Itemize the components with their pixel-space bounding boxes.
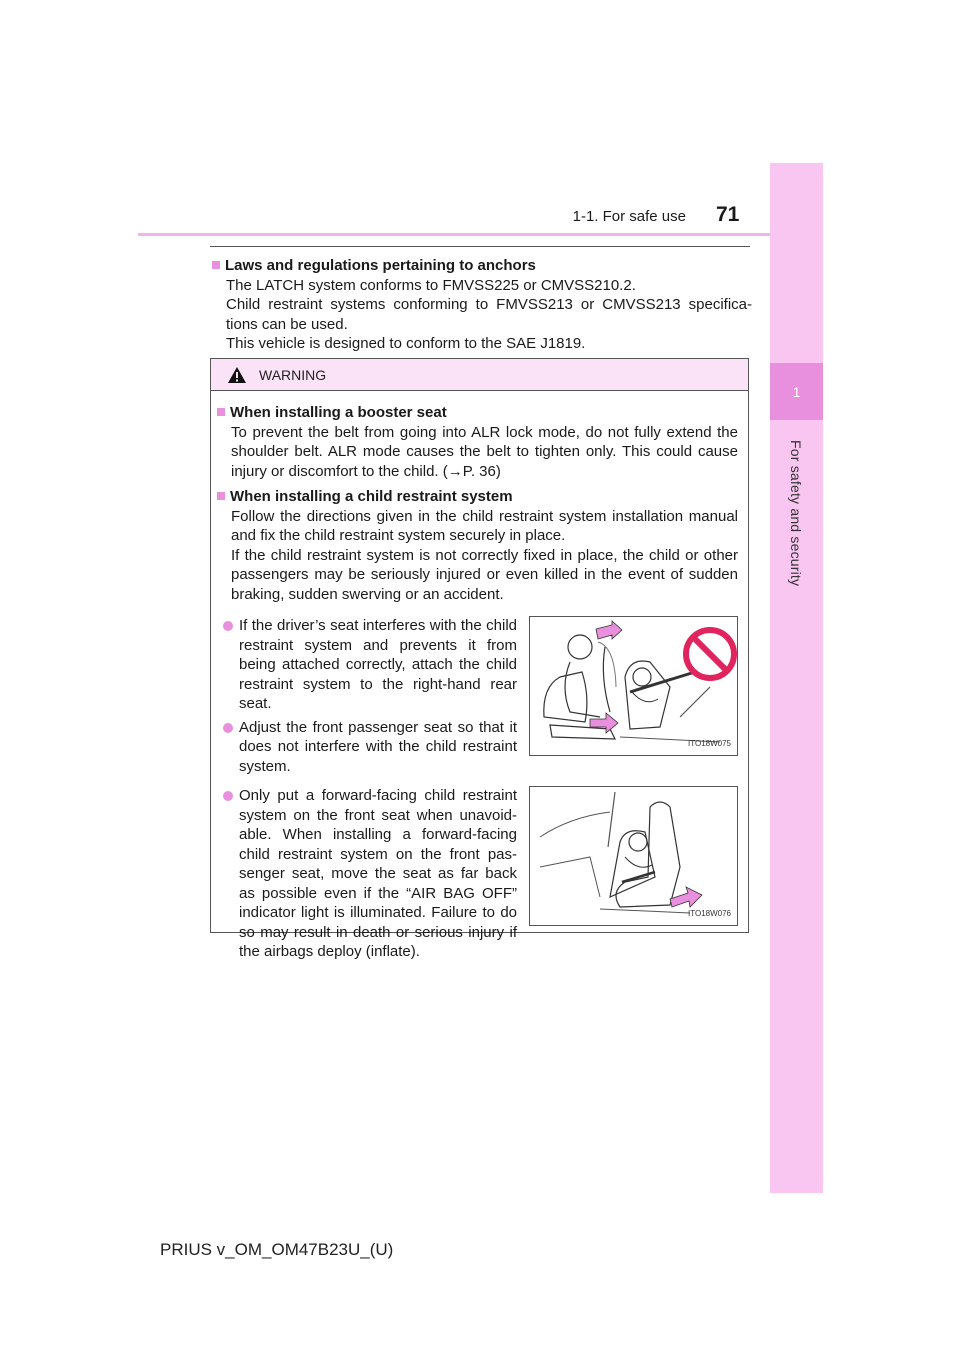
illustrated-row-2 xyxy=(217,786,738,966)
booster-heading xyxy=(217,403,738,423)
booster-heading-text: When installing a booster seat xyxy=(230,404,447,421)
circle-bullet-icon xyxy=(223,723,233,733)
bullet-text: Adjust the front passenger seat so that it does not interfere with the child restraint system. xyxy=(239,718,517,775)
warning-header xyxy=(211,359,748,391)
circle-bullet-icon xyxy=(223,621,233,631)
bullet-text: Only put a forward-facing child restraint system on the front seat when unavoid-able. When installing a forward-facing child restraint system on the front pas-senger seat, move the seat as far back as possible even if the “AIR BAG OFF” indicator light is illuminated. Failure to do so may result in death or serious injury if the airbags deploy (inflate). xyxy=(239,787,517,960)
list-item xyxy=(223,616,517,714)
circle-bullet-icon xyxy=(223,791,233,801)
section-divider xyxy=(210,246,750,247)
square-bullet-icon xyxy=(212,261,220,269)
chapter-side-tab xyxy=(770,163,823,1193)
list-item xyxy=(223,718,517,777)
figure-forward-facing-seat xyxy=(529,786,738,926)
square-bullet-icon xyxy=(217,408,225,416)
warning-body xyxy=(211,391,748,966)
footer-doc-id: PRIUS v_OM_OM47B23U_(U) xyxy=(160,1240,394,1259)
crs-heading-text: When installing a child restraint system xyxy=(230,488,513,505)
header-section-title: 1-1. For safe use xyxy=(572,208,686,225)
page-number: 71 xyxy=(716,203,740,226)
chapter-title: For safety and security xyxy=(788,440,804,587)
bullet-text: If the driver’s seat interferes with the child restraint system and prevents it from being attached correctly, attach the child restraint system to the right-hand rear seat. xyxy=(239,617,517,712)
booster-text: To prevent the belt from going into ALR lock mode, do not fully extend the shoulder belt. ALR mode causes the belt to tighten only. This could cause injury or discomfort to the child. (→P. 36) xyxy=(231,423,738,480)
warning-box xyxy=(210,358,749,960)
bullet-group-1 xyxy=(217,616,517,780)
laws-section xyxy=(212,256,752,354)
warning-triangle-icon xyxy=(227,366,247,384)
crs-heading xyxy=(217,487,738,507)
square-bullet-icon xyxy=(217,492,225,500)
warning-title: WARNING xyxy=(259,366,327,383)
laws-line: Child restraint systems conforming to FMVSS213 or CMVSS213 specifica- xyxy=(226,296,752,313)
crs-text-1: Follow the directions given in the child restraint system installation manual and fix the child restraint system securely in place. xyxy=(231,507,738,544)
figure-code: ITO18W076 xyxy=(688,908,731,918)
laws-line: tions can be used. xyxy=(226,315,348,333)
laws-heading xyxy=(212,256,752,276)
list-item xyxy=(223,786,517,962)
illustrated-row-1 xyxy=(217,616,738,780)
crs-text-2: If the child restraint system is not correctly fixed in place, the child or other passengers may be seriously injured or even killed in the event of sudden braking, sudden swerving or an accident. xyxy=(231,546,738,603)
laws-line: The LATCH system conforms to FMVSS225 or CMVSS210.2. xyxy=(226,276,636,294)
figure-seat-interference xyxy=(529,616,738,756)
laws-heading-text: Laws and regulations pertaining to anchors xyxy=(225,257,536,274)
laws-line: This vehicle is designed to conform to the SAE J1819. xyxy=(226,335,586,352)
chapter-number-badge: 1 xyxy=(770,363,823,420)
bullet-group-2 xyxy=(217,786,517,966)
figure-code: ITO18W075 xyxy=(688,738,731,748)
header-divider xyxy=(138,233,823,236)
